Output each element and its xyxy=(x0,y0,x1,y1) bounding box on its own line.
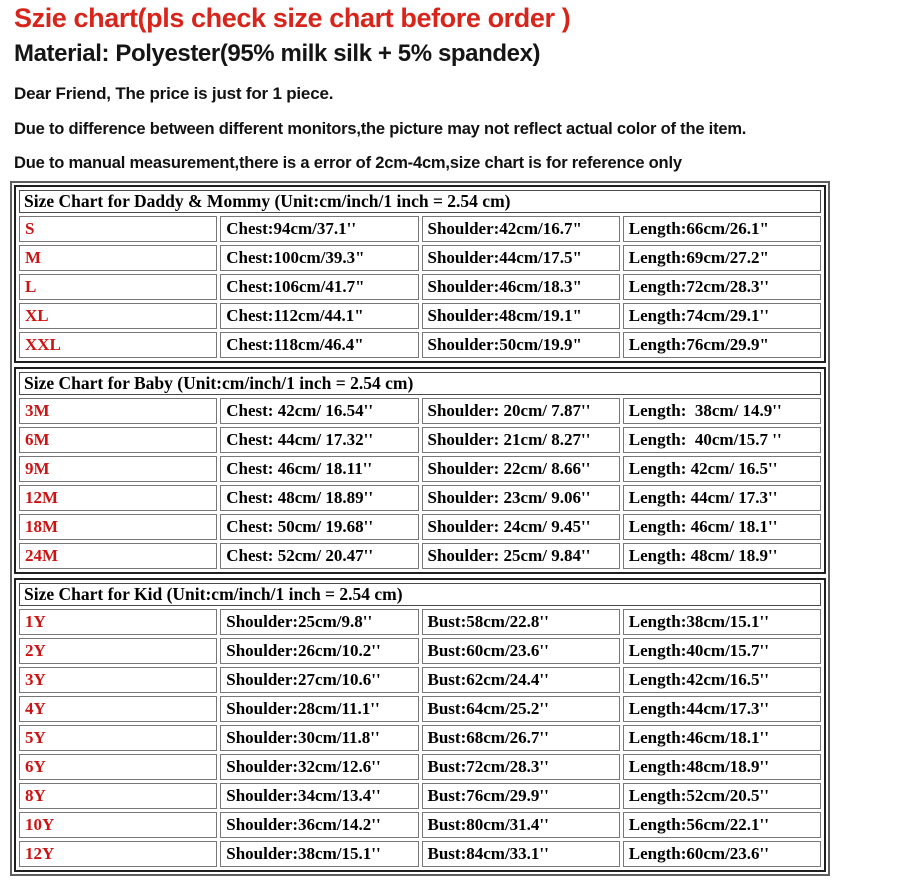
table-row xyxy=(19,245,821,271)
measurement-cell: Length: 46cm/ 18.1'' xyxy=(623,514,821,540)
measurement-cell: Length:46cm/18.1'' xyxy=(623,725,821,751)
measurement-cell: Chest: 42cm/ 16.54'' xyxy=(220,398,418,424)
measurement-cell: Length:42cm/16.5'' xyxy=(623,667,821,693)
table-row xyxy=(19,485,821,511)
measurement-cell: Bust:62cm/24.4'' xyxy=(422,667,620,693)
table-title: Size Chart for Daddy & Mommy (Unit:cm/inch/1 inch = 2.54 cm) xyxy=(19,190,821,213)
size-label-cell: S xyxy=(19,216,217,242)
measurement-cell: Chest: 48cm/ 18.89'' xyxy=(220,485,418,511)
measurement-cell: Bust:64cm/25.2'' xyxy=(422,696,620,722)
table-row xyxy=(19,332,821,358)
measurement-cell: Shoulder: 24cm/ 9.45'' xyxy=(422,514,620,540)
size-label-cell: 4Y xyxy=(19,696,217,722)
measurement-cell: Shoulder:26cm/10.2'' xyxy=(220,638,418,664)
measurement-cell: Bust:72cm/28.3'' xyxy=(422,754,620,780)
size-table-daddy-mommy xyxy=(14,185,826,363)
measurement-cell: Length:48cm/18.9'' xyxy=(623,754,821,780)
measurement-cell: Shoulder:42cm/16.7" xyxy=(422,216,620,242)
measurement-cell: Shoulder:28cm/11.1'' xyxy=(220,696,418,722)
measurement-cell: Bust:60cm/23.6'' xyxy=(422,638,620,664)
measurement-cell: Length:40cm/15.7'' xyxy=(623,638,821,664)
table-row xyxy=(19,427,821,453)
size-label-cell: 2Y xyxy=(19,638,217,664)
measurement-cell: Bust:68cm/26.7'' xyxy=(422,725,620,751)
size-label-cell: 3Y xyxy=(19,667,217,693)
size-label-cell: 8Y xyxy=(19,783,217,809)
measurement-cell: Bust:58cm/22.8'' xyxy=(422,609,620,635)
size-label-cell: 12M xyxy=(19,485,217,511)
size-label-cell: L xyxy=(19,274,217,300)
measurement-cell: Bust:84cm/33.1'' xyxy=(422,841,620,867)
measurement-cell: Shoulder: 20cm/ 7.87'' xyxy=(422,398,620,424)
measurement-cell: Shoulder:27cm/10.6'' xyxy=(220,667,418,693)
measurement-cell: Bust:76cm/29.9'' xyxy=(422,783,620,809)
table-row xyxy=(19,303,821,329)
measurement-cell: Chest: 50cm/ 19.68'' xyxy=(220,514,418,540)
table-row xyxy=(19,638,821,664)
measurement-cell: Chest:106cm/41.7" xyxy=(220,274,418,300)
page-title: Szie chart(pls check size chart before order ) xyxy=(14,3,571,33)
size-label-cell: M xyxy=(19,245,217,271)
measurement-cell: Chest: 44cm/ 17.32'' xyxy=(220,427,418,453)
size-label-cell: 12Y xyxy=(19,841,217,867)
note-monitor-disclaimer: Due to difference between different monitors,the picture may not reflect actual color of the item. xyxy=(14,120,747,139)
note-measurement-disclaimer: Due to manual measurement,there is a error of 2cm-4cm,size chart is for reference only xyxy=(14,154,682,173)
measurement-cell: Length:56cm/22.1'' xyxy=(623,812,821,838)
measurement-cell: Length: 48cm/ 18.9'' xyxy=(623,543,821,569)
table-row xyxy=(19,696,821,722)
measurement-cell: Shoulder:32cm/12.6'' xyxy=(220,754,418,780)
size-label-cell: 24M xyxy=(19,543,217,569)
size-label-cell: 6M xyxy=(19,427,217,453)
measurement-cell: Shoulder:30cm/11.8'' xyxy=(220,725,418,751)
measurement-cell: Chest: 52cm/ 20.47'' xyxy=(220,543,418,569)
table-title-row xyxy=(19,583,821,606)
measurement-cell: Shoulder: 25cm/ 9.84'' xyxy=(422,543,620,569)
measurement-cell: Length:52cm/20.5'' xyxy=(623,783,821,809)
table-title-row xyxy=(19,372,821,395)
table-row xyxy=(19,216,821,242)
size-label-cell: 3M xyxy=(19,398,217,424)
measurement-cell: Chest: 46cm/ 18.11'' xyxy=(220,456,418,482)
table-row xyxy=(19,783,821,809)
measurement-cell: Shoulder:50cm/19.9" xyxy=(422,332,620,358)
size-label-cell: XXL xyxy=(19,332,217,358)
table-row xyxy=(19,514,821,540)
measurement-cell: Length: 38cm/ 14.9'' xyxy=(623,398,821,424)
table-row xyxy=(19,543,821,569)
size-label-cell: 10Y xyxy=(19,812,217,838)
measurement-cell: Length: 44cm/ 17.3'' xyxy=(623,485,821,511)
measurement-cell: Chest:94cm/37.1'' xyxy=(220,216,418,242)
size-tables-wrapper xyxy=(10,181,830,876)
table-row xyxy=(19,398,821,424)
table-row xyxy=(19,754,821,780)
measurement-cell: Shoulder:36cm/14.2'' xyxy=(220,812,418,838)
table-row xyxy=(19,609,821,635)
measurement-cell: Length:74cm/29.1'' xyxy=(623,303,821,329)
table-row xyxy=(19,725,821,751)
table-row xyxy=(19,667,821,693)
table-title: Size Chart for Baby (Unit:cm/inch/1 inch = 2.54 cm) xyxy=(19,372,821,395)
measurement-cell: Shoulder: 21cm/ 8.27'' xyxy=(422,427,620,453)
measurement-cell: Length:38cm/15.1'' xyxy=(623,609,821,635)
measurement-cell: Chest:100cm/39.3" xyxy=(220,245,418,271)
measurement-cell: Shoulder:48cm/19.1" xyxy=(422,303,620,329)
measurement-cell: Shoulder:46cm/18.3" xyxy=(422,274,620,300)
table-row xyxy=(19,456,821,482)
measurement-cell: Chest:118cm/46.4" xyxy=(220,332,418,358)
measurement-cell: Chest:112cm/44.1" xyxy=(220,303,418,329)
size-label-cell: XL xyxy=(19,303,217,329)
table-row xyxy=(19,274,821,300)
measurement-cell: Shoulder:25cm/9.8'' xyxy=(220,609,418,635)
table-title: Size Chart for Kid (Unit:cm/inch/1 inch = 2.54 cm) xyxy=(19,583,821,606)
measurement-cell: Length:60cm/23.6'' xyxy=(623,841,821,867)
measurement-cell: Length: 40cm/15.7 '' xyxy=(623,427,821,453)
measurement-cell: Length:66cm/26.1" xyxy=(623,216,821,242)
size-label-cell: 1Y xyxy=(19,609,217,635)
measurement-cell: Shoulder: 22cm/ 8.66'' xyxy=(422,456,620,482)
table-title-row xyxy=(19,190,821,213)
note-price: Dear Friend, The price is just for 1 piece. xyxy=(14,84,334,104)
measurement-cell: Shoulder: 23cm/ 9.06'' xyxy=(422,485,620,511)
measurement-cell: Shoulder:44cm/17.5" xyxy=(422,245,620,271)
size-label-cell: 9M xyxy=(19,456,217,482)
size-table-kid xyxy=(14,578,826,872)
table-row xyxy=(19,841,821,867)
measurement-cell: Bust:80cm/31.4'' xyxy=(422,812,620,838)
measurement-cell: Shoulder:34cm/13.4'' xyxy=(220,783,418,809)
measurement-cell: Length:72cm/28.3'' xyxy=(623,274,821,300)
measurement-cell: Length: 42cm/ 16.5'' xyxy=(623,456,821,482)
table-row xyxy=(19,812,821,838)
size-table-baby xyxy=(14,367,826,574)
measurement-cell: Length:69cm/27.2" xyxy=(623,245,821,271)
size-label-cell: 18M xyxy=(19,514,217,540)
measurement-cell: Length:76cm/29.9" xyxy=(623,332,821,358)
material-line: Material: Polyester(95% milk silk + 5% spandex) xyxy=(14,39,541,67)
size-label-cell: 5Y xyxy=(19,725,217,751)
measurement-cell: Length:44cm/17.3'' xyxy=(623,696,821,722)
measurement-cell: Shoulder:38cm/15.1'' xyxy=(220,841,418,867)
size-label-cell: 6Y xyxy=(19,754,217,780)
